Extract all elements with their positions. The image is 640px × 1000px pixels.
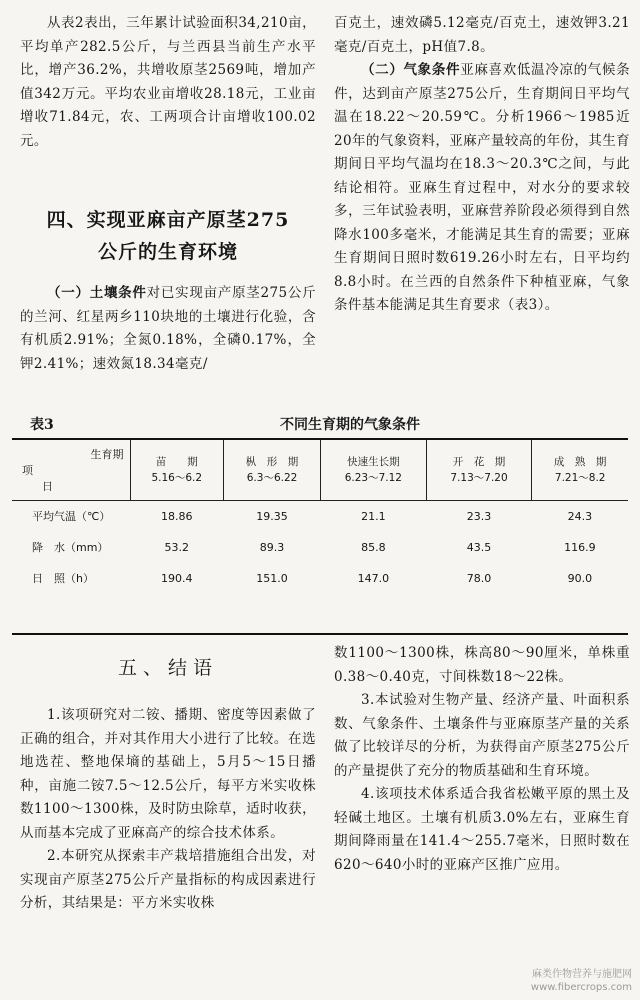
soil-conditions-label: （一）土壤条件	[47, 285, 147, 301]
yield-summary-paragraph: 从表2表出，三年累计试验面积34,210亩，平均单产282.5公斤，与兰西县当前生产水平比，增产36.2%，共增收原茎2569吨，增加产值342万元。平均农业亩增收28.18元，工业亩增收71.84元，农、工两项合计亩增收100.02元。	[20, 15, 316, 149]
period-name: 成 熟 期	[553, 456, 607, 468]
period-header	[224, 440, 321, 501]
climate-conditions-paragraph	[334, 59, 630, 318]
period-header	[130, 440, 224, 501]
period-header	[426, 440, 532, 501]
section4-heading	[20, 204, 316, 268]
stub-left-label: 项	[22, 464, 33, 477]
conclusion-4-paragraph: 4.该项技术体系适合我省松嫩平原的黑土及轻碱土地区。土壤有机质3.0%左右，亚麻生育期间降雨量在141.4～255.7毫米，日照时数在620～640小时的亚麻产区推广应用。	[334, 786, 630, 873]
table-cell: 24.3	[567, 509, 593, 523]
conclusions-left	[20, 704, 316, 916]
soil-conditions-text: 对已实现亩产原茎275公斤的兰河、红星两乡110块地的土壤进行化验，含有机质2.91%；全氮0.18%，全磷0.17%，全钾2.41%；速效氮18.34毫克/	[20, 285, 316, 372]
climate-conditions-label: （二）气象条件	[361, 62, 461, 78]
table-cell: 18.86	[161, 509, 193, 523]
section4-heading-line1: 四、实现亚麻亩产原茎275	[46, 209, 290, 231]
table-bottom-rule	[12, 633, 628, 635]
period-dates: 6.3～6.22	[246, 472, 298, 484]
watermark-name: 麻类作物营养与施肥网	[532, 969, 632, 980]
period-header	[321, 440, 427, 501]
period-name: 苗 期	[155, 456, 198, 468]
table-row	[12, 532, 628, 563]
soil-conditions-paragraph	[20, 282, 316, 376]
table-row	[12, 501, 628, 532]
row-label: 日 照（h）	[32, 572, 94, 585]
conclusion-2-paragraph: 2.本研究从探索丰产栽培措施组合出发，对实现亩产原茎275公斤产量指标的构成因素进行分析，其结果是：平方米实收株	[20, 848, 316, 911]
table-cell: 89.3	[259, 540, 285, 554]
table-cell: 43.5	[466, 540, 492, 554]
table-label: 表3	[30, 417, 54, 433]
table-cell: 23.3	[466, 509, 492, 523]
right-column-top	[334, 12, 630, 318]
table-cell: 147.0	[357, 571, 390, 585]
stub-top-label: 生育期	[90, 448, 124, 461]
period-name: 开 花 期	[452, 456, 506, 468]
conclusion-1-paragraph: 1.该项研究对二铵、播期、密度等因素做了正确的组合，并对其作用大小进行了比较。在选地选茬、整地保墒的基础上，5月5～15日播种，亩施二铵7.5～12.5公斤，每平方米实收株数1100～1300株，及时防虫除草，适时收获，从而基本完成了亚麻高产的综合技术体系。	[20, 707, 316, 841]
watermark-url: www.fibercrops.com	[530, 982, 632, 993]
soil-conditions-block	[20, 282, 316, 376]
table-cell: 21.1	[361, 509, 386, 523]
table-cell: 78.0	[466, 571, 492, 585]
table-caption: 不同生育期的气象条件	[280, 417, 420, 433]
row-label: 降 水（mm）	[32, 541, 109, 554]
conclusions-right	[334, 642, 630, 877]
left-column-top	[20, 12, 316, 153]
climate-conditions-text: 亚麻喜欢低温冷凉的气候条件，达到亩产原茎275公斤，生育期间日平均气温在18.22～20.59℃。分析1966～1985近20年的气象资料，亚麻产量较高的年份，其生育期间日平均气温均在18.3～20.3℃之间，与此结论相符。亚麻生育过程中，对水分的要求较多，三年试验表明，亚麻营养阶段必须得到自然降水100多毫米，才能满足其生育的需要；亚麻生育期间日照时数619.26小时左右，日平均约8.8小时。在兰西的自然条件下种植亚麻，气象条件基本能满足其生育要求（表3）。	[334, 62, 630, 313]
period-dates: 7.13～7.20	[450, 472, 508, 484]
site-watermark	[531, 968, 632, 994]
table-cell: 85.8	[361, 540, 386, 554]
conclusion-2-continuation: 数1100～1300株，株高80～90厘米，单株重0.38～0.40克，寸间株数18～22株。	[334, 645, 630, 685]
period-name: 枞 形 期	[245, 456, 299, 468]
table-cell: 116.9	[564, 540, 596, 554]
table-cell: 151.0	[256, 571, 288, 585]
table-cell: 19.35	[256, 509, 288, 523]
period-name: 快速生长期	[347, 456, 400, 468]
section4-heading-line2: 公斤的生育环境	[97, 241, 238, 263]
stub-bottom-label: 日	[42, 480, 53, 493]
table-cell: 53.2	[164, 540, 190, 554]
period-dates: 5.16～6.2	[151, 472, 203, 484]
soil-continuation-paragraph: 百克土，速效磷5.12毫克/百克土，速效钾3.21毫克/百克土，pH值7.8。	[334, 15, 630, 55]
table-row	[12, 563, 628, 594]
table-cell: 190.4	[161, 571, 193, 585]
period-dates: 7.21～8.2	[554, 472, 606, 484]
row-label: 平均气温（℃）	[32, 510, 111, 524]
period-header	[532, 440, 628, 501]
period-dates: 6.23～7.12	[344, 472, 402, 484]
conclusion-3-paragraph: 3.本试验对生物产量、经济产量、叶面积系数、气象条件、土壤条件与亚麻原茎产量的关系做了比较详尽的分析，为获得亩产原茎275公斤的产量提供了充分的物质基础和生育环境。	[334, 692, 630, 779]
table-cell: 90.0	[567, 571, 593, 585]
table-stub-header	[12, 440, 130, 501]
climate-table	[12, 440, 628, 594]
section5-heading: 五、结语	[117, 657, 218, 679]
